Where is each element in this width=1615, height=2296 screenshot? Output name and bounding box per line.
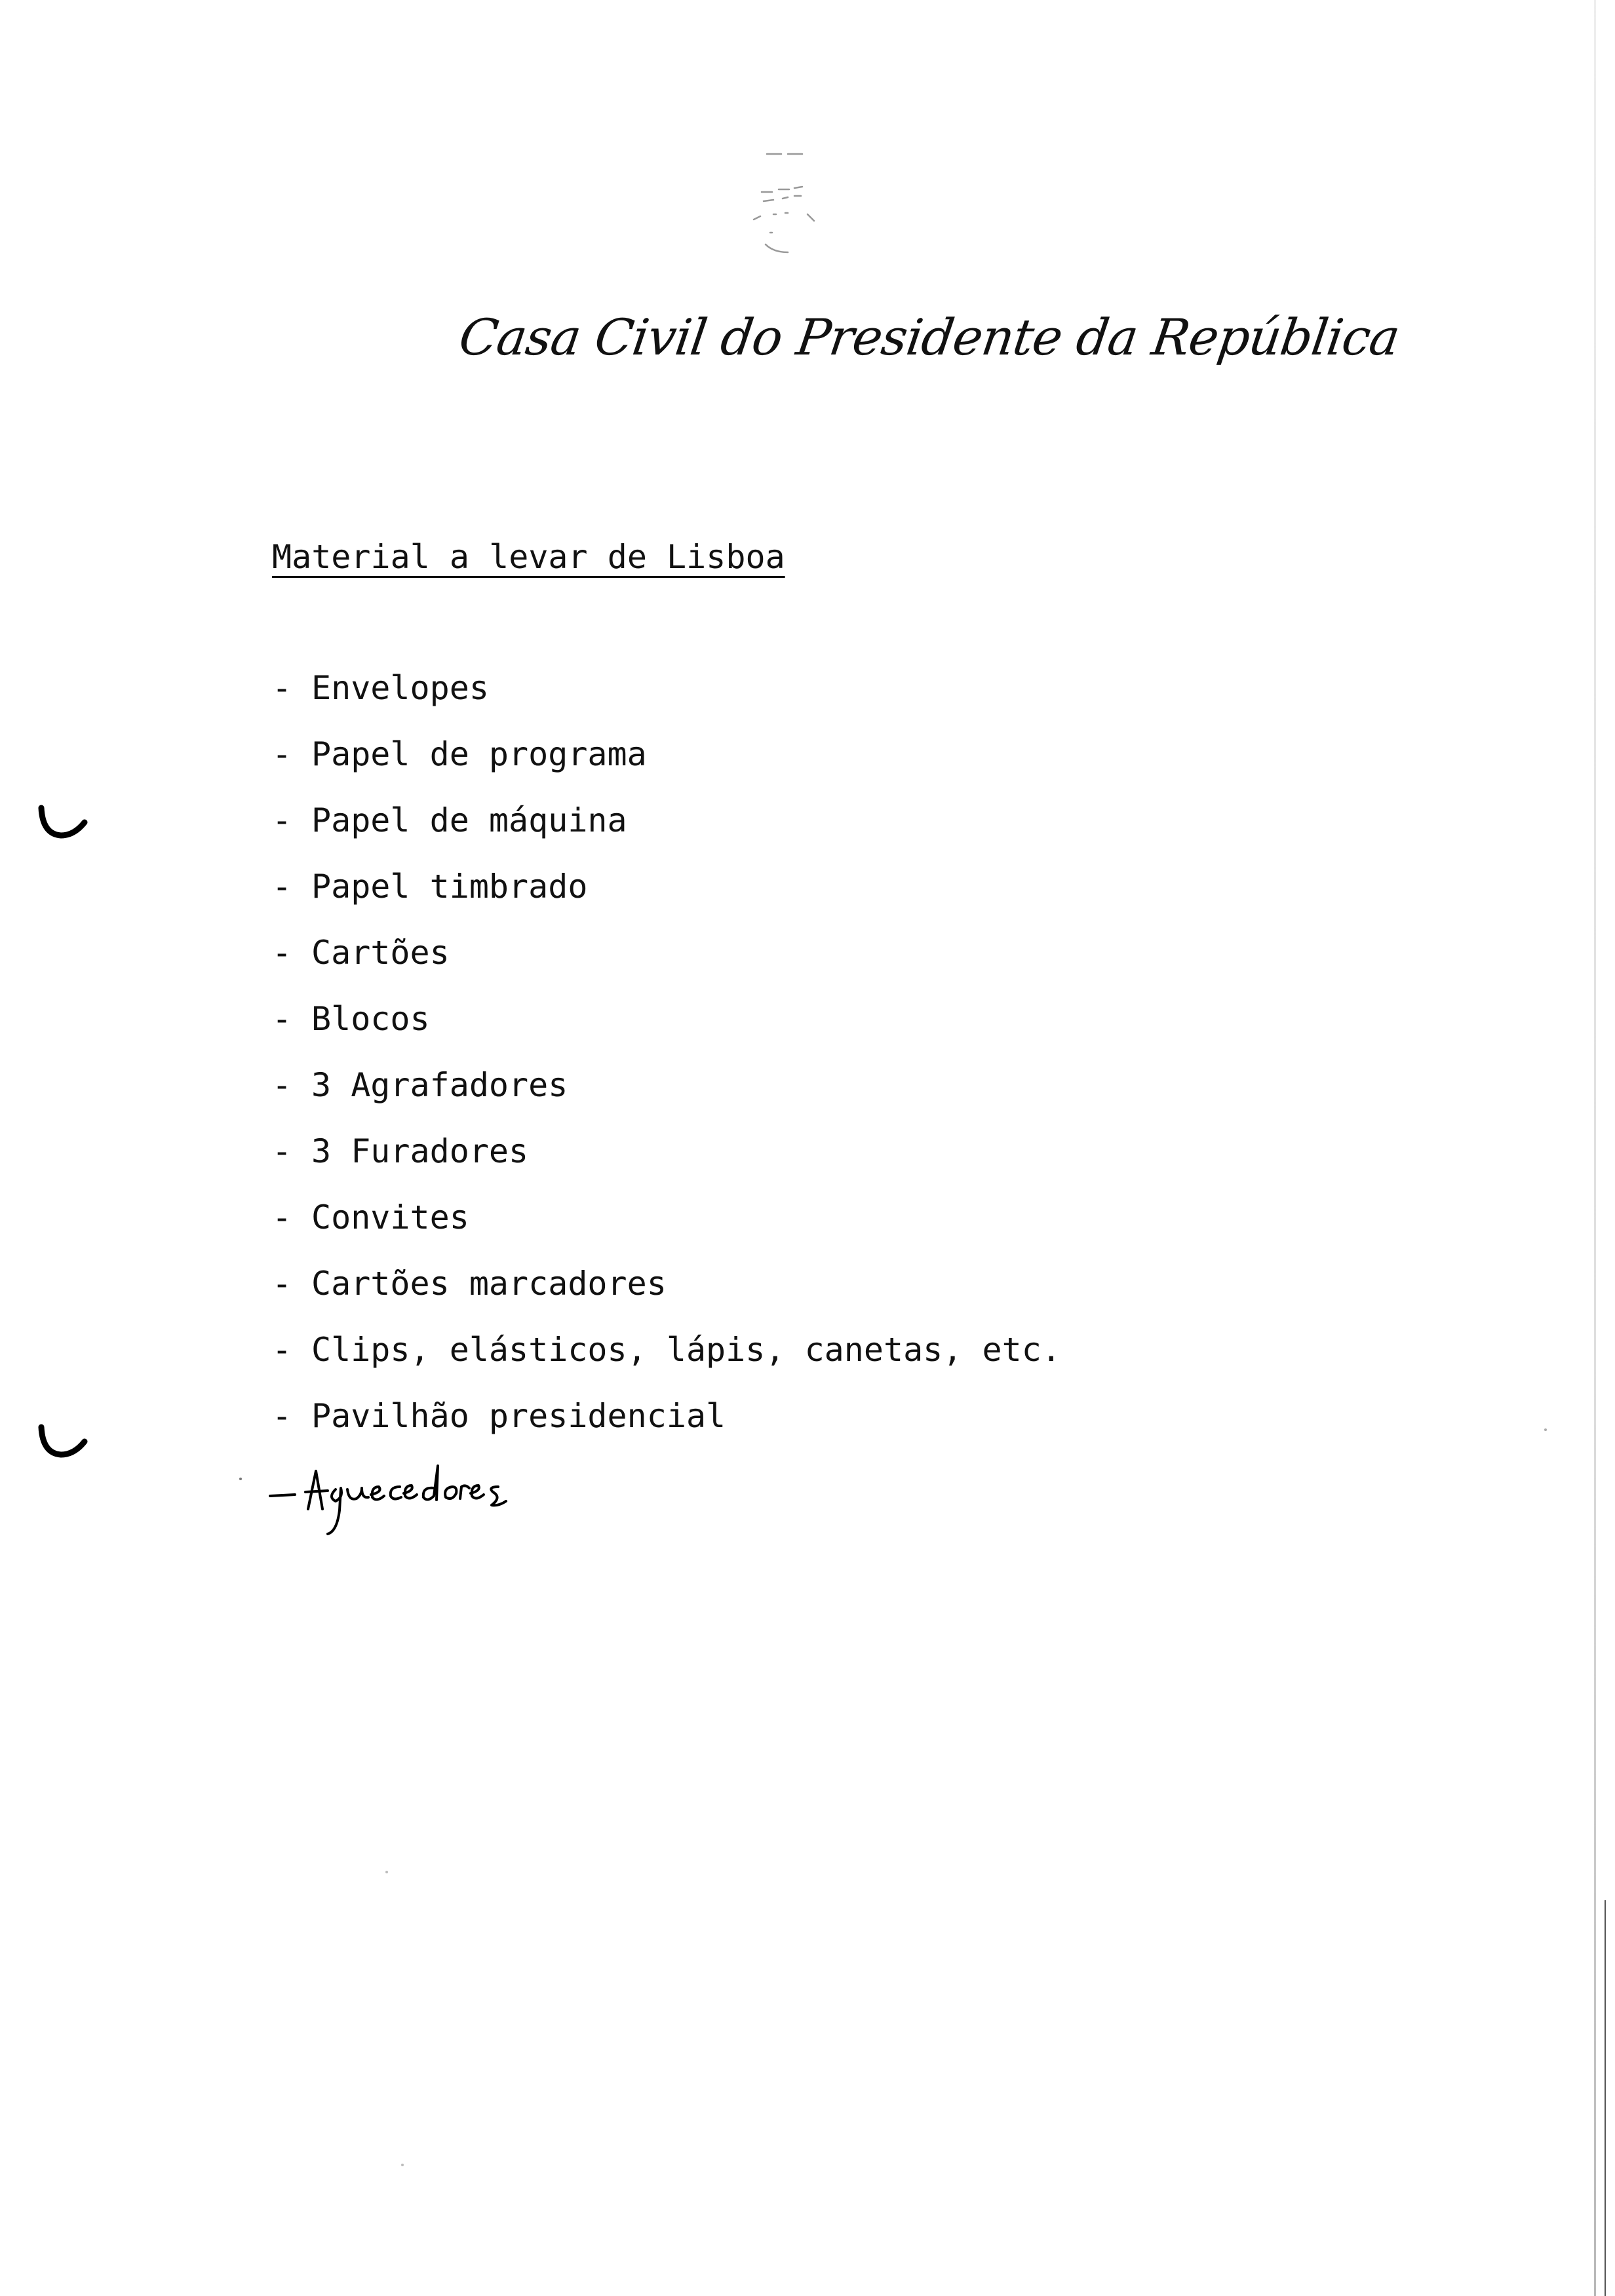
list-item-text: Papel de programa [311,735,647,773]
list-dash: - [272,1265,292,1303]
emblem-icon [734,141,865,272]
handwritten-addition [262,1458,564,1537]
list-dash: - [272,669,292,707]
document-title: Material a levar de Lisboa [272,538,785,576]
list-item-text: Cartões marcadores [311,1265,667,1303]
list-dash: - [272,1000,292,1038]
list-item-text: Convites [311,1198,469,1236]
scan-edge [1605,1900,1606,2296]
check-mark-icon [36,803,88,842]
list-dash: - [272,735,292,773]
scan-edge [1594,0,1596,2296]
list-item-text: Clips, elásticos, lápis, canetas, etc. [311,1331,1061,1369]
list-item [272,1065,1061,1132]
list-dash: - [272,1066,292,1104]
list-item [272,867,1061,933]
list-item [272,999,1061,1065]
list-dash: - [272,868,292,906]
list-item [272,1396,1061,1463]
list-item-text: Blocos [311,1000,430,1038]
list-item [272,933,1061,999]
list-item [272,668,1061,735]
list-item-text: 3 Agrafadores [311,1066,568,1104]
list-dash: - [272,1397,292,1435]
list-item [272,1198,1061,1264]
material-list [272,668,1061,1463]
list-item-text: Papel timbrado [311,868,588,906]
list-item-text: Cartões [311,934,450,972]
list-item-text: 3 Furadores [311,1132,529,1170]
list-dash: - [272,934,292,972]
list-item [272,1330,1061,1396]
list-dash: - [272,1132,292,1170]
list-item-text: Envelopes [311,669,489,707]
check-mark-icon [36,1422,88,1461]
scan-speck [239,1478,242,1480]
list-item [272,1264,1061,1330]
list-item-text: Pavilhão presidencial [311,1397,726,1435]
scan-speck [1544,1428,1547,1431]
list-item [272,801,1061,867]
scan-speck [385,1871,388,1873]
list-dash: - [272,801,292,839]
list-item [272,1132,1061,1198]
list-item-text: Papel de máquina [311,801,627,839]
scan-speck [401,2164,404,2166]
list-dash: - [272,1331,292,1369]
letterhead-title: Casa Civil do Presidente da República [456,308,1403,366]
list-item [272,735,1061,801]
list-dash: - [272,1198,292,1236]
